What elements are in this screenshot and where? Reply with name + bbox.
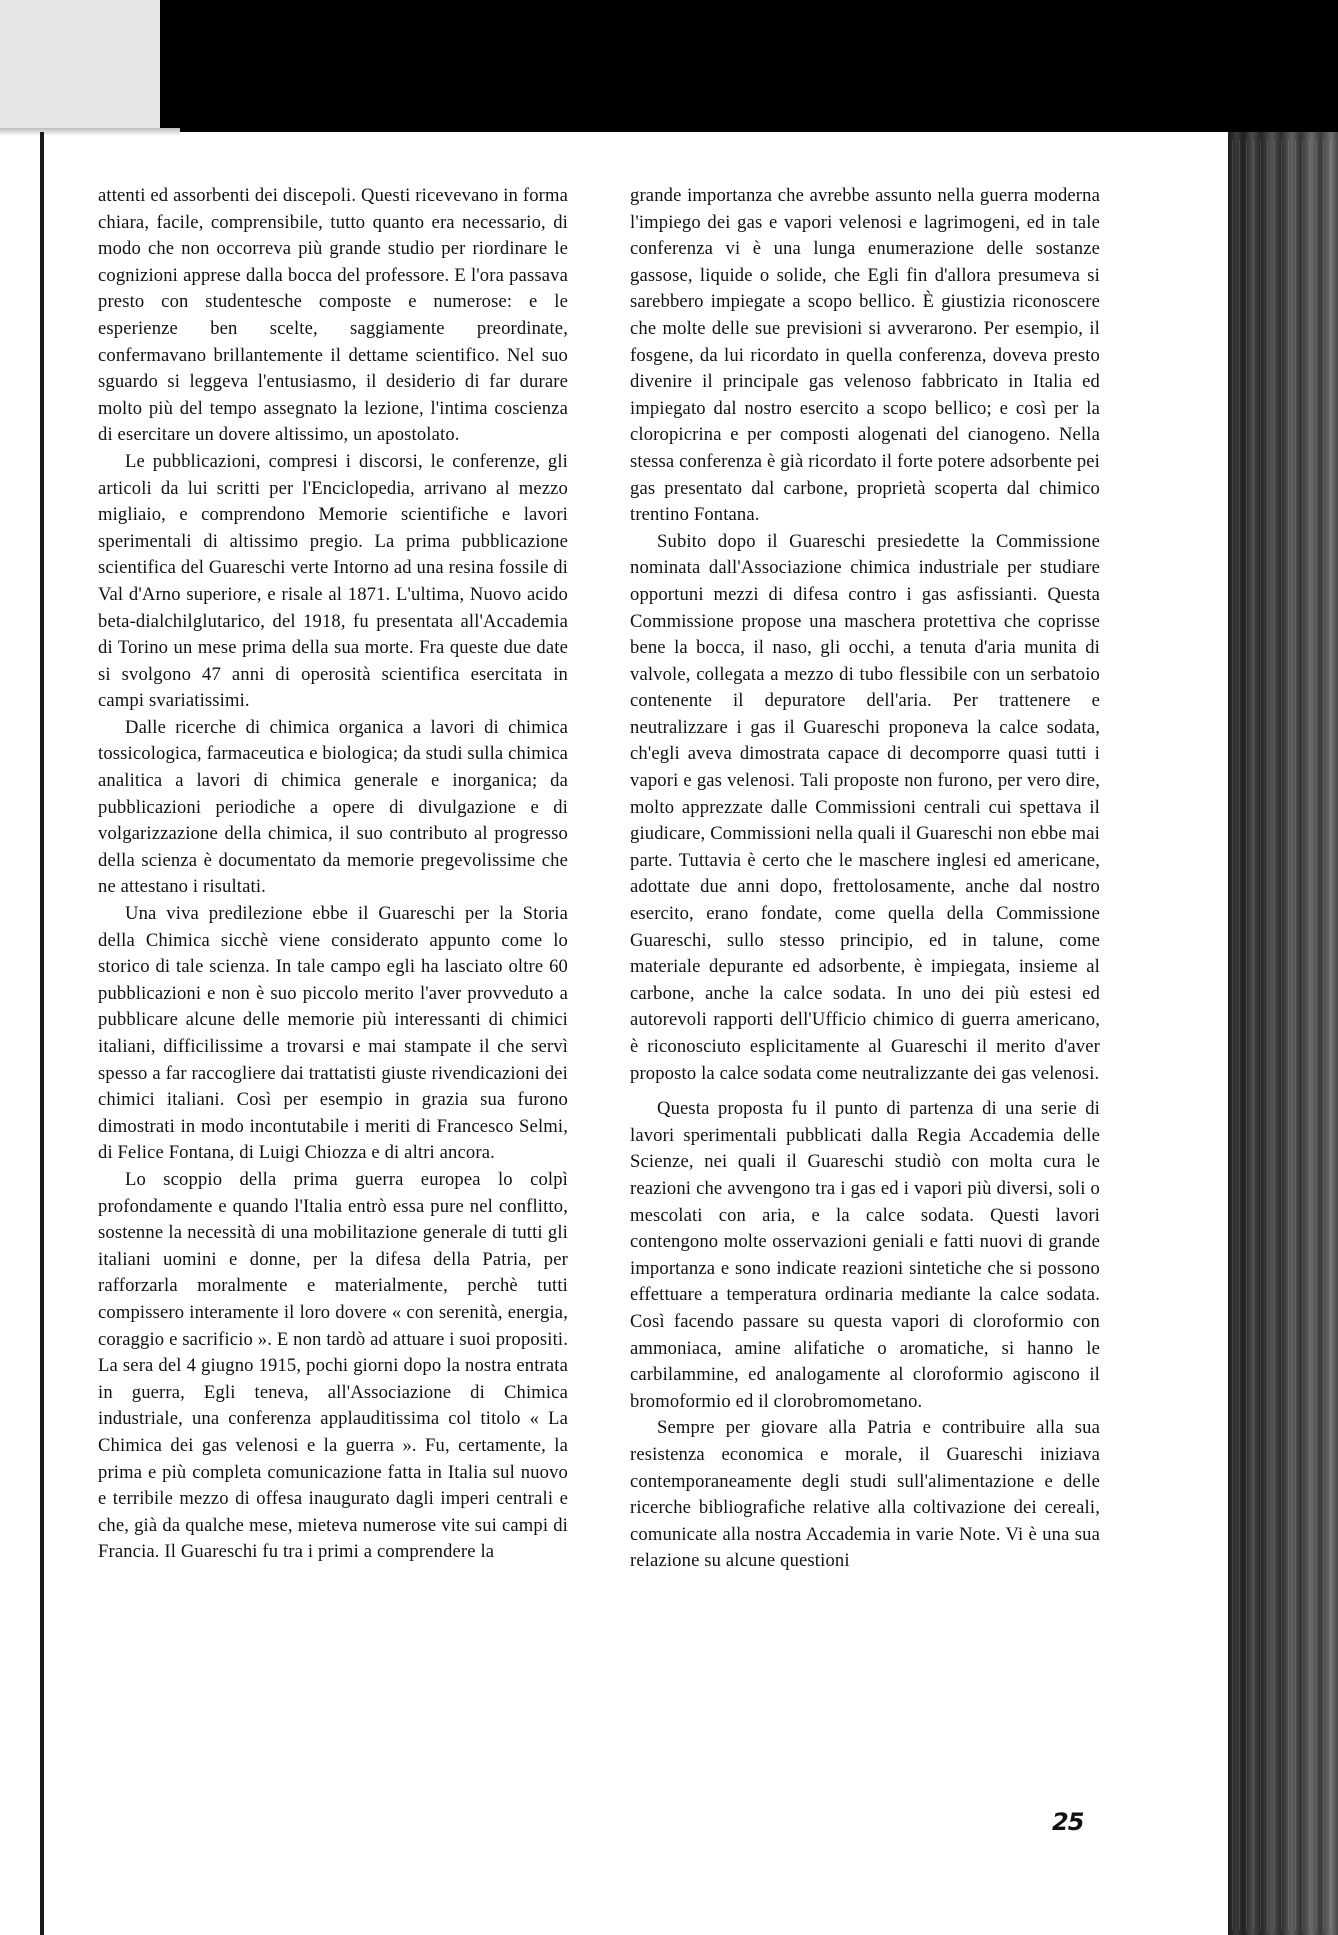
paragraph: grande importanza che avrebbe assunto nella guerra moderna l'impiego dei gas e vapori velenosi e lagrimogeni, ed in tale conferenza vi è una lunga enumerazione delle sostanze gassose, liquide o solide, che Egli fin d'allora presumeva si sarebbero impiegate a scopo bellico. È giustizia riconoscere che molte delle sue previsioni si avverarono. Per esempio, il fosgene, da lui ricordato in quella conferenza, doveva presto divenire il principale gas velenoso fabbricato in Italia ed impiegato dal nostro esercito a scopo bellico; e così per la cloropicrina e per composti alogenati del cianogeno. Nella stessa conferenza è già ricordato il forte potere adsorbente pei gas presentato dal carbone, proprietà scoperta dal chimico trentino Fontana. — [630, 185, 1100, 526]
page-corner-shadow — [0, 0, 160, 132]
page-number: 25 — [1052, 1808, 1084, 1836]
paragraph: Una viva predilezione ebbe il Guareschi per la Storia della Chimica sicchè viene considerato appunto come lo storico di tale scienza. In tale campo egli ha lasciato oltre 60 pubblicazioni e non è suo piccolo merito l'aver provveduto a pubblicare alcune delle memorie più interessanti di chimici italiani, difficilissime a trovarsi e mai stampate il che servì spesso a far raccogliere dai trattatisti giuste rivendicazioni dei chimici italiani. Così per esempio in grazia sua furono dimostrati in modo incontutabile i meriti di Francesco Selmi, di Felice Fontana, di Luigi Chiozza e di altri ancora. — [98, 903, 568, 1164]
paragraph: Subito dopo il Guareschi presiedette la Commissione nominata dall'Associazione chimica industriale per studiare opportuni mezzi di difesa contro i gas asfissianti. Questa Commissione propose una maschera protettiva che coprisse bene la bocca, il naso, gli occhi, a tenuta d'aria munita di valvole, collegata a mezzo di tubo flessibile con un serbatoio contenente il depuratore dell'aria. Per trattenere e neutralizzare i gas il Guareschi proponeva la calce sodata, ch'egli aveva dimostrata capace di decomporre quasi tutti i vapori e gas velenosi. Tali proposte non furono, per vero dire, molto apprezzate dalle Commissioni centrali cui spettava il giudicare, Commissioni nella quali il Guareschi non ebbe mai parte. Tuttavia è certo che le maschere inglesi ed americane, adottate due anni dopo, frettolosamente, anche dal nostro esercito, erano fondate, come quella della Commissione Guareschi, sullo stesso principio, ed in talune, come materiale depurante ed adsorbente, è impiegata, insieme al carbone, anche la calce sodata. In uno dei più estesi ed autorevoli rapporti dell'Ufficio chimico di guerra americano, è riconosciuto esplicitamente al Guareschi il merito d'aver proposto la calce sodata come neutralizzante dei gas velenosi. — [630, 530, 1100, 1084]
page-left-edge-line — [40, 132, 44, 1935]
paragraph: Questa proposta fu il punto di partenza di una serie di lavori sperimentali pubblicati dalla Regia Accademia delle Scienze, nei quali il Guareschi studiò con molta cura le reazioni che avvengono tra i gas ed i vapori più diversi, soli o mescolati con aria, e la calce sodata. Questi lavori contengono molte osservazioni geniali e fatti nuovi di grande importanza e sono indicate reazioni sintetiche che si possono effettuare a temperatura ordinaria mediante la calce sodata. Così facendo passare su questa vapori di cloroformio con ammoniaca, amine alifatiche o aromatiche, si hanno le carbilammine, ed analogamente al cloroformio agiscono il bromoformio ed il clorobromometano. — [630, 1098, 1100, 1412]
right-text-column — [630, 183, 1100, 1575]
paragraph: Dalle ricerche di chimica organica a lavori di chimica tossicologica, farmaceutica e biologica; da studi sulla chimica analitica a lavori di chimica generale e inorganica; da pubblicazioni periodiche a opere di divulgazione e di volgarizzazione della chimica, il suo contributo al progresso della scienza è documentato da memorie pregevolissime che ne attestano i risultati. — [98, 716, 568, 898]
paragraph: Lo scoppio della prima guerra europea lo colpì profondamente e quando l'Italia entrò essa pure nel conflitto, sostenne la necessità di una mobilitazione generale di tutti gli italiani uomini e donne, per la difesa della Patria, per rafforzarla moralmente e materialmente, perchè tutti compissero interamente il loro dovere « con serenità, energia, coraggio e sacrificio ». E non tardò ad attuare i suoi propositi. La sera del 4 giugno 1915, pochi giorni dopo la nostra entrata in guerra, Egli teneva, all'Associazione di Chimica industriale, una conferenza applauditissima col titolo « La Chimica dei gas velenosi e la guerra ». Fu, certamente, la prima e più completa comunicazione fatta in Italia sul nuovo e terribile mezzo di offesa inaugurato dagli imperi centrali e che, già da qualche mese, mieteva numerose vite sui campi di Francia. Il Guareschi fu tra i primi a comprendere la — [98, 1168, 568, 1563]
paragraph: Le pubblicazioni, compresi i discorsi, le conferenze, gli articoli da lui scritti per l'Enciclopedia, arrivano al mezzo migliaio, e comprendono Memorie scientifiche e lavori sperimentali di altissimo pregio. La prima pubblicazione scientifica del Guareschi verte Intorno ad una resina fossile di Val d'Arno superiore, e risale al 1871. L'ultima, Nuovo acido beta-dialchilglutarico, del 1918, fu presentata all'Accademia di Torino un mese prima della sua morte. Fra queste due date si svolgono 47 anni di operosità scientifica esercitata in campi svariatissimi. — [98, 450, 568, 712]
paragraph: Sempre per giovare alla Patria e contribuire alla sua resistenza economica e morale, il Guareschi iniziava contemporaneamente degli studi sull'alimentazione e delle ricerche bibliografiche relative alla coltivazione dei cereali, comunicate alla nostra Accademia in varie Note. Vi è una sua relazione su alcune questioni — [630, 1417, 1100, 1572]
book-page-edges — [1232, 140, 1332, 1930]
page-top-edge — [0, 128, 180, 136]
left-text-column — [98, 183, 568, 1566]
paragraph: attenti ed assorbenti dei discepoli. Questi ricevevano in forma chiara, facile, comprensibile, tutto quanto era necessario, di modo che non occorreva più grande studio per riordinare le cognizioni apprese dalla bocca del professore. E l'ora passava presto con studentesche composte e numerose: e le esperienze ben scelte, saggiamente preordinate, confermavano brillantemente il dettame scientifico. Nel suo sguardo si leggeva l'entusiasmo, il desiderio di far durare molto più del tempo assegnato la lezione, l'intima coscienza di esercitare un dovere altissimo, un apostolato. — [98, 185, 568, 446]
